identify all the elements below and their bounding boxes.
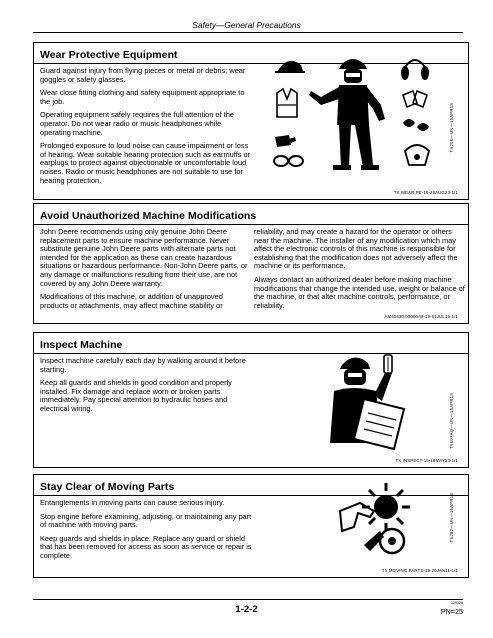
section-body-left-column (40, 228, 250, 315)
inspector-illustration (324, 351, 414, 451)
safety-vest-icon (277, 89, 297, 117)
section-body (40, 357, 252, 419)
respirator-icon (405, 145, 429, 165)
paragraph: Wear close fitting clothing and safety equipment appropriate to the job. (40, 88, 245, 106)
section-wear-protective-equipment (33, 42, 469, 200)
page-header-title: Safety—General Precautions (192, 20, 301, 30)
earplugs-icon (403, 119, 429, 131)
section-title: Avoid Unauthorized Machine Modifications (40, 210, 257, 222)
footer-code: 120326 (451, 601, 463, 605)
figure-id: TS206—UN—15APR13 (449, 103, 454, 153)
gloves-icon (275, 135, 296, 147)
header-divider (33, 32, 463, 33)
paragraph: Entanglements in moving parts can cause serious injury. (40, 498, 225, 507)
paragraph: Prolonged exposure to loud noise can cause impairment or loss of hearing. Wear suitable hearing protection such as earmuffs or earplugs to protect against objectionable or uncomfortable loud noises. Radio or music headphones are not suitable to use for hearing protection. (40, 141, 251, 185)
hard-hat-icon (275, 61, 305, 73)
figure-id: T6607AQ—UN—15APR13 (449, 393, 454, 449)
figure-id: TS282—UN—15APR13 (449, 493, 454, 543)
page-number: 1-2-2 (235, 604, 258, 615)
footer-divider (33, 599, 463, 600)
section-title: Wear Protective Equipment (40, 49, 178, 61)
reference-code: AM40430,00000A8-19-01JUL15-1/1 (384, 314, 458, 319)
section-inspect-machine (33, 332, 469, 468)
section-body-right-column (254, 228, 466, 315)
paragraph: Operating equipment safely requires the full attention of the operator. Do not wear radio or music headphones while operating machine. (40, 110, 234, 137)
clipboard-icon (354, 399, 404, 449)
burst-icon (362, 483, 410, 531)
section-title: Inspect Machine (40, 339, 123, 351)
paragraph: Inspect machine carefully each day by walking around it before starting. (40, 356, 246, 374)
paragraph: Guard against injury from flying pieces or metal or debris; wear goggles or safety glasses. (40, 66, 246, 84)
paragraph: Always contact an authorized dealer before making machine modifications that change the intended use, weight or balance of the machine, or that alter machine controls, performance, or reliability. (254, 274, 465, 310)
section-body (40, 67, 254, 190)
paragraph: reliability, and may create a hazard for the operator or others near the machine. The installer of any modification which may affect the electronic controls of this machine is responsible for establishing that the modification does not adversely affect the machine or its performance. (254, 227, 458, 271)
footer-pn: PN=25 (440, 607, 463, 616)
paragraph: Keep guards and shields in place. Replace any guard or shield that has been removed for access as soon as service or repair is complete. (40, 533, 252, 560)
section-avoid-unauthorized-modifications (33, 203, 469, 324)
hand-icon (340, 503, 374, 531)
earmuffs-icon (401, 60, 429, 80)
work-gloves-icon (403, 91, 427, 107)
paragraph: Keep all guards and shields in good condition and properly installed. Fix damage and replace worn or broken parts immediately. Pay special attention to hydraulic hoses and electrical wiring. (40, 378, 232, 413)
section-title: Stay Clear of Moving Parts (40, 481, 175, 493)
worker-figure-icon (309, 59, 385, 170)
moving-parts-illustration (334, 481, 424, 561)
paragraph: Modifications of this machine, or addition of unapproved products or attachments, may affect machine stability or (40, 292, 223, 310)
paragraph: John Deere recommends using only genuine John Deere replacement parts to ensure machine performance. Never substitute genuine John Deere parts with alternate parts not intended for the application as these can create hazardous situations or hazardous performance. Non-John Deere parts, or any damage or malfunctions resulting from their use, are not covered by any John Deere warranty. (40, 227, 248, 288)
reference-code: TX,MOVING,PARTS-19-20JAN11-1/1 (381, 568, 458, 573)
reference-code: TX,INSPECT-19-18MAY23-1/1 (395, 458, 458, 463)
section-title-divider (34, 224, 468, 225)
paragraph: Stop engine before examining, adjusting, or maintaining any part of machine with moving parts. (40, 511, 252, 530)
reference-code: TX,WEAR,PE-19-28AUG23-1/1 (393, 190, 458, 195)
section-body (40, 499, 252, 566)
section-stay-clear-moving-parts (33, 474, 469, 578)
goggles-icon (274, 156, 303, 166)
gear-icon (364, 529, 404, 553)
protective-equipment-illustration (269, 55, 439, 180)
